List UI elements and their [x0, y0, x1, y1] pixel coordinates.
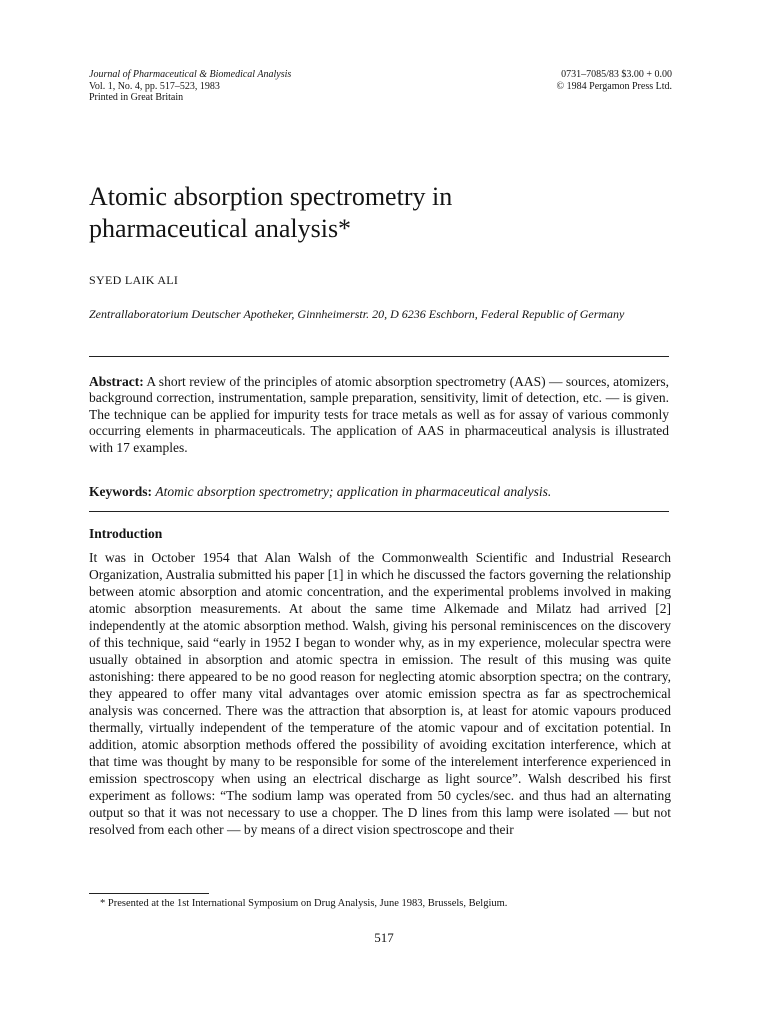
footnote: * Presented at the 1st International Symposium on Drug Analysis, June 1983, Brussels, Belgium. [100, 898, 508, 909]
title-line-2: pharmaceutical analysis* [89, 214, 352, 243]
top-divider [89, 356, 669, 357]
abstract-text: A short review of the principles of atomic absorption spectrometry (AAS) — sources, atomizers, background correction, instrumentation, sample preparation, sensitivity, limit of detection, etc. — is given. The technique can be applied for impurity tests for trace metals as well as for assay of various commonly occurring elements in pharmaceuticals. The application of AAS in pharmaceutical analysis is illustrated with 17 examples. [89, 374, 669, 455]
section-heading: Introduction [89, 526, 163, 541]
issn-code: 0731–7085/83 $3.00 + 0.00 [561, 69, 672, 80]
journal-citation [89, 69, 291, 104]
keywords [89, 484, 669, 500]
page-number: 517 [374, 930, 394, 945]
abstract [89, 374, 669, 456]
author-affiliation: Zentrallaboratorium Deutscher Apotheker, Ginnheimerstr. 20, D 6236 Eschborn, Federal Republic of Germany [89, 307, 625, 321]
volume-info: Vol. 1, No. 4, pp. 517–523, 1983 [89, 80, 220, 92]
publisher-info [557, 69, 672, 92]
footnote-divider [89, 893, 209, 894]
title-line-1: Atomic absorption spectrometry in [89, 182, 453, 211]
printed-in: Printed in Great Britain [89, 92, 184, 103]
abstract-label: Abstract: [89, 374, 144, 389]
body-text: It was in October 1954 that Alan Walsh of the Commonwealth Scientific and Industrial Research Organization, Australia submitted his paper [1] in which he discussed the factors governing the relationship between atomic absorption and atomic concentration, and the experimental problems involved in making atomic absorption measurements. At about the same time Alkemade and Milatz had arrived [2] independently at the atomic absorption method. Walsh, giving his personal reminiscences on the discovery of this technique, said “early in 1952 I began to wonder why, as in my experience, molecular spectra were usually obtained in absorption and atomic spectra in emission. The result of this musing was quite astonishing: there appeared to be no good reason for neglecting atomic absorption spectra; on the contrary, they appeared to offer many vital advantages over atomic emission spectra as far as spectrochemical analysis was concerned. There was the attraction that absorption is, at least for atomic vapours produced thermally, virtually independent of the temperature of the atomic vapour and of excitation potential. In addition, atomic absorption methods offered the possibility of avoiding excitation interference, which at that time was thought by many to be responsible for some of the interelement interference experienced in emission spectroscopy when using an electrical discharge as light source”. Walsh described his first experiment as follows: “The sodium lamp was operated from 50 cycles/sec. and thus had an alternating output so that it was not necessary to use a chopper. The D lines from this lamp were isolated — but not resolved from each other — by means of a direct vision spectroscope and their [89, 550, 671, 837]
copyright-notice: © 1984 Pergamon Press Ltd. [556, 80, 672, 92]
keywords-label: Keywords: [89, 484, 152, 499]
article-title [89, 181, 689, 245]
bottom-divider [89, 511, 669, 512]
author-name: SYED LAIK ALI [89, 273, 179, 287]
journal-name: Journal of Pharmaceutical & Biomedical Analysis [89, 69, 292, 80]
keywords-text: Atomic absorption spectrometry; application in pharmaceutical analysis. [155, 484, 552, 499]
